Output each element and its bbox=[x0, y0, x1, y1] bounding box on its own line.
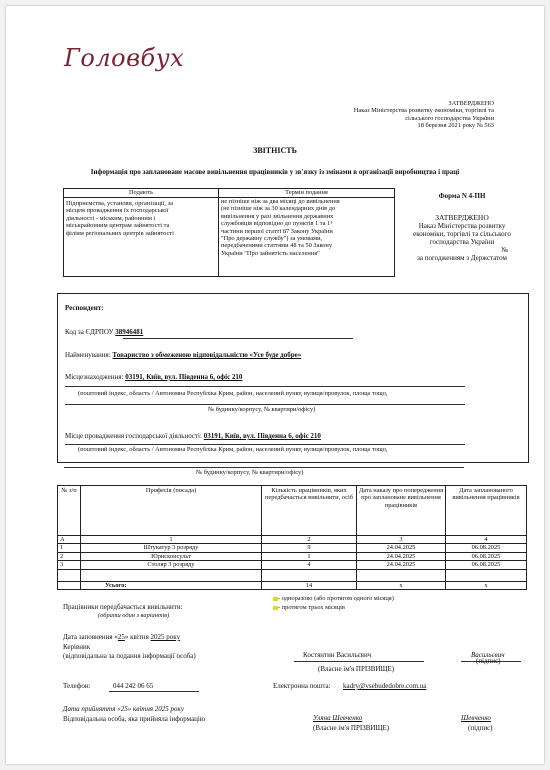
approval-line-3: 18 березня 2021 року № 563 bbox=[417, 122, 494, 130]
submitters-line: місцем провадження їх господарської bbox=[66, 207, 169, 215]
form-block bbox=[402, 192, 522, 262]
empty-row bbox=[58, 569, 527, 581]
brand-logo: Головбух bbox=[64, 44, 185, 72]
head-sublabel: (відповідальна за подання інформації особа) bbox=[63, 652, 196, 660]
index-cell: 3 bbox=[357, 536, 446, 544]
row-count: 9 bbox=[262, 544, 357, 552]
deadline-line: (не пізніше ніж за 30 календарних днів до bbox=[221, 205, 336, 213]
name-label: Найменування: bbox=[65, 351, 111, 359]
head-sign-hint: (підпис) bbox=[476, 657, 501, 665]
submitters-header: Подають bbox=[64, 189, 219, 198]
submitters-line: філіям регіональних центрів зайнятості bbox=[66, 229, 174, 237]
activity-hint-2: № будинку/корпусу, № квартири/офісу) bbox=[196, 469, 304, 476]
phone-underline bbox=[109, 691, 199, 692]
email-value[interactable]: kadry@vsebudedobre.com.ua bbox=[343, 682, 427, 690]
submitters-line: діяльності - міським, районним і bbox=[66, 214, 156, 222]
respondent-label: Респондент: bbox=[65, 304, 104, 312]
location-label: Місцезнаходження: bbox=[65, 373, 124, 381]
col-count-header: Кількість працівників, яких передбачається вивільнити, осіб bbox=[262, 486, 357, 536]
col-profession-header: Професія (посада) bbox=[81, 486, 262, 536]
row-release-date: 06.08.2025 bbox=[446, 552, 527, 560]
index-row bbox=[58, 536, 527, 544]
fill-date-day: 25 bbox=[117, 633, 125, 641]
accepted-signature: Шевченко bbox=[461, 714, 491, 722]
row-count: 1 bbox=[262, 552, 357, 560]
table-row bbox=[58, 544, 527, 552]
submitters-line: Підприємства, установи, організації, за bbox=[66, 200, 173, 207]
index-cell: А bbox=[58, 536, 81, 544]
form-line-3: господарства України bbox=[429, 238, 495, 246]
address-hint-1: (поштовий індекс, область / Автономна Республіка Крим, район, населений пункт, вулиця/провулок, площа тощо, bbox=[78, 390, 388, 397]
total-label: Усього: bbox=[81, 581, 262, 589]
approval-line-1: Наказ Міністерства розвитку економіки, торгівлі та bbox=[353, 107, 494, 115]
table-row bbox=[58, 552, 527, 560]
head-name-underline bbox=[294, 661, 424, 662]
edrpou-row bbox=[65, 328, 143, 336]
deadline-line: не пізніше ніж за два місяці до вивільнення bbox=[221, 198, 340, 205]
row-profession: Штукатур 3 розряду bbox=[81, 544, 262, 552]
address-hint-2: № будинку/корпусу, № квартири/офісу) bbox=[208, 406, 316, 413]
form-line-1: Наказ Міністерства розвитку bbox=[418, 222, 506, 230]
total-count: 14 bbox=[262, 581, 357, 589]
activity-underline bbox=[65, 444, 465, 445]
form-number: Форма N 4-ПН bbox=[438, 192, 486, 200]
activity-address-underline bbox=[64, 467, 464, 468]
fill-date-year: 2025 року bbox=[150, 633, 181, 641]
accepted-name: Уляна Шевченко bbox=[313, 714, 363, 722]
accepted-sign-hint: (підпис) bbox=[468, 724, 493, 732]
row-notice-date: 24.04.2025 bbox=[357, 552, 446, 560]
release-label: Працівники передбачається вивільнити: bbox=[63, 603, 183, 611]
edrpou-value: 38946481 bbox=[115, 328, 144, 336]
row-release-date: 06.08.2025 bbox=[446, 561, 527, 569]
deadline-cell bbox=[219, 198, 395, 277]
address-underline bbox=[65, 404, 465, 405]
approval-line-2: сільського господарства України bbox=[405, 114, 494, 122]
head-label: Керівник bbox=[63, 643, 91, 651]
col-notice-date-header: Дата наказу про попередження про заплановане вивільнення працівників bbox=[357, 486, 446, 536]
col-no-header: № з/п bbox=[58, 486, 81, 536]
submitters-line: міськрайонним центрам зайнятості та bbox=[66, 222, 170, 230]
deadline-header: Термін подання bbox=[219, 189, 395, 198]
option-once-label: - одноразово (або протягом одного місяця) bbox=[278, 595, 394, 602]
accepted-label: Відповідальна особа, яка прийняла інформацію bbox=[63, 715, 206, 723]
total-release-x: х bbox=[446, 581, 527, 589]
row-number: 1 bbox=[58, 544, 81, 552]
location-row bbox=[65, 373, 242, 381]
row-profession: Юрисконсульт bbox=[81, 552, 262, 560]
form-approved: ЗАТВЕРДЖЕНО bbox=[435, 213, 489, 222]
fill-date bbox=[63, 633, 180, 641]
release-option-once[interactable] bbox=[273, 595, 394, 602]
name-row bbox=[65, 351, 301, 359]
deadline-line: України "Про зайнятість населення" bbox=[221, 249, 320, 257]
deadline-line: вивільнення у разі звільнення державних bbox=[221, 212, 334, 220]
activity-hint-1: (поштовий індекс, область / Автономна Республіка Крим, район, населений пункт, вулиця/провулок, площа тощо, bbox=[78, 446, 388, 453]
form-agreement: за погодженням з Держстатом bbox=[417, 254, 507, 262]
location-underline bbox=[65, 386, 465, 387]
form-no: № bbox=[501, 246, 508, 254]
row-notice-date: 24.04.2025 bbox=[357, 544, 446, 552]
option-three-months-label: - протягом трьох місяців bbox=[278, 604, 345, 611]
head-signature: Васильєвич bbox=[471, 651, 505, 659]
row-count: 4 bbox=[262, 561, 357, 569]
index-cell: 1 bbox=[81, 536, 262, 544]
activity-label: Місце провадження господарської діяльності: bbox=[65, 432, 202, 440]
total-blank bbox=[58, 581, 81, 589]
total-row bbox=[58, 581, 527, 589]
activity-value: 03191, Київ, вул. Південна 6, офіс 210 bbox=[203, 432, 321, 440]
row-number: 3 bbox=[58, 561, 81, 569]
row-release-date: 06.08.2025 bbox=[446, 544, 527, 552]
row-notice-date: 24.04.2025 bbox=[357, 561, 446, 569]
edrpou-label: Код за ЄДРПОУ bbox=[65, 328, 114, 336]
report-subtitle: Інформація про заплановане масове вивільнення працівників у зв'язку із змінами в організації виробництва і праці bbox=[90, 168, 460, 176]
accepted-date: Дата прийняття «25» квітня 2025 року bbox=[63, 705, 184, 713]
submission-table bbox=[63, 188, 395, 277]
release-option-three-months[interactable] bbox=[273, 604, 345, 611]
table-row bbox=[58, 561, 527, 569]
layoff-table bbox=[57, 485, 527, 590]
phone-label: Телефон: bbox=[63, 682, 91, 690]
row-profession: Столяр 3 розряду bbox=[81, 561, 262, 569]
report-title: ЗВІТНІСТЬ bbox=[253, 146, 297, 155]
company-name: Товариство з обмеженою відповідальністю «Усе буде добре» bbox=[112, 351, 302, 359]
respondent-box bbox=[57, 293, 529, 463]
row-number: 2 bbox=[58, 552, 81, 560]
accepted-name-hint: (Власне ім'я ПРІЗВИЩЕ) bbox=[313, 724, 390, 732]
head-name-hint: (Власне ім'я ПРІЗВИЩЕ) bbox=[318, 665, 395, 673]
index-cell: 4 bbox=[446, 536, 527, 544]
location-value: 03191, Київ, вул. Південна 6, офіс 210 bbox=[125, 373, 243, 381]
head-name: Костянтин Васильєвич bbox=[303, 651, 372, 659]
deadline-line: частини першої статті 87 Закону України bbox=[221, 227, 333, 235]
email-label: Електронна пошта: bbox=[273, 682, 331, 690]
submitters-cell bbox=[64, 198, 219, 277]
phone-value: 044 242 06 65 bbox=[113, 682, 154, 690]
activity-row bbox=[65, 432, 321, 440]
document-page bbox=[6, 6, 544, 764]
deadline-line: службовців відповідно до пунктів 1 та 1¹ bbox=[221, 220, 333, 228]
fill-date-prefix: Дата заповнення « bbox=[63, 633, 118, 641]
deadline-line: "Про державну службу") за умовами, bbox=[221, 235, 323, 243]
deadline-line: передбаченими статтями 48 та 50 Закону bbox=[221, 242, 333, 250]
approval-title: ЗАТВЕРДЖЕНО bbox=[448, 100, 494, 107]
index-cell: 2 bbox=[262, 536, 357, 544]
approval-block bbox=[294, 100, 494, 130]
form-line-2: економіки, торгівлі та сільського bbox=[413, 230, 511, 238]
fill-date-middle: » квітня bbox=[124, 633, 149, 641]
edrpou-underline bbox=[123, 338, 353, 339]
release-hint: (обрати один з варіантів) bbox=[98, 612, 170, 619]
col-release-date-header: Дата запланованого вивільнення працівників bbox=[446, 486, 527, 536]
total-notice-x: х bbox=[357, 581, 446, 589]
